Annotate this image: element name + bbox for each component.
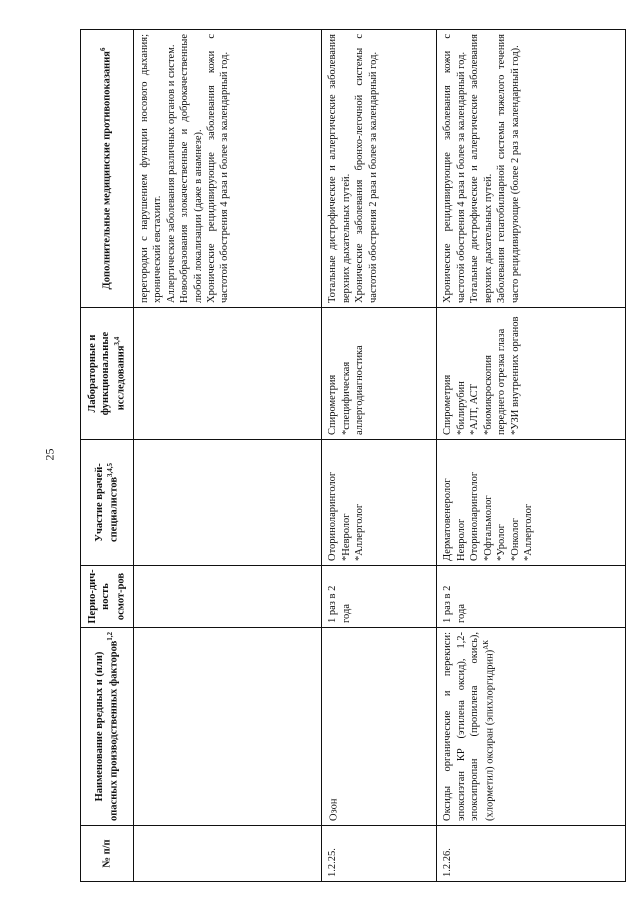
doctors-list-line: *Аллерголог — [354, 503, 366, 561]
header-num: № п/п — [81, 826, 134, 882]
factor-name — [437, 628, 626, 826]
labs-list — [322, 308, 437, 440]
contraindications-list-line: Хронические рецидивирующие заболевания кожи с частотой обострения 4 раза и более за календарный год. — [442, 34, 467, 303]
doctors-list — [322, 440, 437, 566]
contraindications-list-line: Заболевания гепатобилиарной системы тяжелого течения часто рецидивирующие (более 2 раз за календарный год). — [496, 34, 521, 303]
labs-list-line: *билирубин — [455, 381, 467, 435]
factor-name — [322, 628, 437, 826]
labs-list-line: *УЗИ внутренних органов — [509, 316, 521, 435]
header-periodicity: Перио-дич-ность осмот-ров — [81, 566, 134, 628]
contraindications-list-line: Аллергические заболевания различных органов и систем. — [165, 44, 177, 303]
header-labs: Лабораторные и функциональные исследования$^{3,4}$ — [81, 308, 134, 440]
factor-name — [133, 628, 322, 826]
contraindications-list-line: Тотальные дистрофические и аллергические заболевания верхних дыхательных путей. — [327, 34, 352, 303]
doctors-list-line: *Невролог — [340, 513, 352, 561]
labs-list-line: *АЛТ, АСТ — [469, 383, 481, 435]
contraindications-list — [322, 30, 437, 308]
page-number: 25 — [42, 448, 57, 461]
factor-superscript: АК — [481, 640, 490, 650]
doctors-list-line: *Уролог — [496, 524, 508, 561]
contraindications-list — [133, 30, 322, 308]
doctors-list-line: *Аллерголог — [522, 503, 534, 561]
doctors-list-line: Дерматовенеролог — [442, 478, 454, 561]
row-number: 1.2.26. — [437, 826, 626, 882]
header-doctors: Участие врачей-специалистов$^{3,4,5}$ — [81, 440, 134, 566]
labs-list-line: *биомикроскопия переднего отрезка глаза — [482, 328, 508, 435]
table-row — [133, 30, 322, 882]
contraindications-list-line: Новообразования злокачественные и доброкачественные любой локализации (даже в анамнезе). — [179, 34, 204, 303]
labs-list-line: *специфическая аллергодиагностика — [340, 345, 366, 435]
row-number — [133, 826, 322, 882]
contraindications-list-line: перегородки с нарушением функции носового дыхания; хронический евстахиит. — [138, 34, 164, 303]
contraindications-list-line: Тотальные дистрофические и аллергические заболевания верхних дыхательных путей. — [469, 34, 494, 303]
doctors-list-line: Невролог — [455, 518, 467, 561]
doctors-list-line: *Офтальмолог — [482, 495, 494, 561]
contraindications-list-line: Хронические заболевания бронхо-легочной системы с частотой обострения 2 раза и более за календарный год. — [354, 34, 379, 303]
medical-requirements-table — [80, 29, 626, 882]
table-header-row — [81, 30, 134, 882]
header-factor: Наименование вредных и (или) опасных производственных факторов$^{1,2}$ — [81, 628, 134, 826]
periodicity: 1 раз в 2 года — [437, 566, 626, 628]
labs-list-line: Спирометрия — [327, 374, 339, 435]
header-contraindications: Дополнительные медицинские противопоказания$^6$ — [81, 30, 134, 308]
labs-list — [437, 308, 626, 440]
table-row — [322, 30, 437, 882]
doctors-list-line: *Онколог — [509, 518, 521, 561]
doctors-list — [133, 440, 322, 566]
doctors-list — [437, 440, 626, 566]
rotated-table-container — [80, 30, 626, 882]
factor-text: Оксиды органические и перекиси: эпоксиэтан КР (этилена оксид), 1,2-эпоксипропан (пропилена окись), (хлорметил) оксиран (эпихлоргидрин) — [442, 632, 496, 821]
table-row — [437, 30, 626, 882]
factor-text: Озон — [328, 798, 340, 821]
doctors-list-line: Оториноларинголог — [327, 471, 339, 561]
labs-list — [133, 308, 322, 440]
contraindications-list — [437, 30, 626, 308]
contraindications-list-line: Хронические рецидивирующие заболевания кожи с частотой обострения 4 раза и более за календарный год. — [206, 34, 231, 303]
doctors-list-line: Оториноларинголог — [469, 471, 481, 561]
labs-list-line: Спирометрия — [442, 374, 454, 435]
row-number: 1.2.25. — [322, 826, 437, 882]
periodicity: 1 раз в 2 года — [322, 566, 437, 628]
periodicity — [133, 566, 322, 628]
